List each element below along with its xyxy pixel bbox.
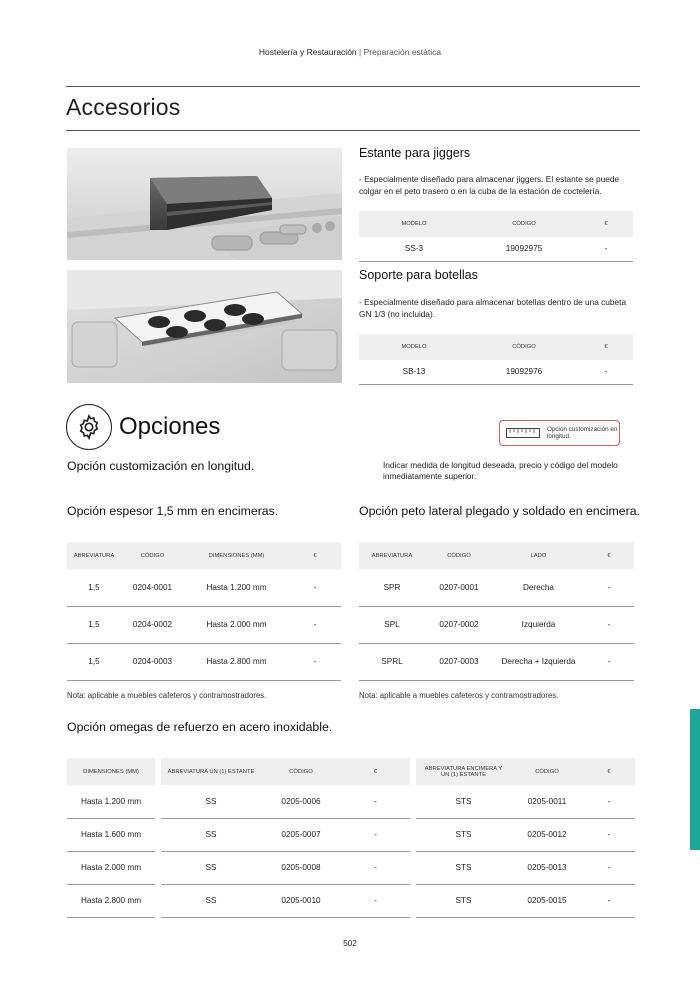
jigger-shelf-photo xyxy=(67,148,342,260)
side-panel-table xyxy=(359,542,634,681)
table-row xyxy=(67,818,635,851)
code-cell: 0207-0001 xyxy=(425,569,493,606)
table-row xyxy=(359,237,633,261)
omegas-table xyxy=(67,758,635,918)
price-cell: - xyxy=(289,606,341,643)
code-cell: 19092975 xyxy=(469,237,579,261)
jigger-shelf-table xyxy=(359,211,633,262)
col-header-codigo: CÓDIGO xyxy=(425,542,493,569)
table-row xyxy=(67,884,635,917)
price-cell: - xyxy=(341,851,413,884)
side-panel-title: Opción peto lateral plegado y soldado en encimera. xyxy=(359,504,640,518)
col-header-abreviatura-encimera: ABREVIATURA ENCIMERA Y UN (1) ESTANTE xyxy=(413,758,511,785)
price-cell: - xyxy=(584,643,634,680)
col-header-codigo-2: CÓDIGO xyxy=(511,758,583,785)
page-title: Accesorios xyxy=(66,94,181,120)
price-cell: - xyxy=(341,818,413,851)
price-cell: - xyxy=(584,569,634,606)
code-cell-2: 0205-0012 xyxy=(511,818,583,851)
abbr-cell: SPRL xyxy=(359,643,425,680)
table-row xyxy=(359,606,634,643)
code-cell: 0205-0007 xyxy=(261,818,341,851)
code-cell: 0207-0002 xyxy=(425,606,493,643)
jigger-shelf-title: Estante para jiggers xyxy=(359,146,471,160)
code-cell: 0204-0002 xyxy=(121,606,184,643)
abbr-cell-2: STS xyxy=(413,818,511,851)
side-cell: Izquierda xyxy=(493,606,584,643)
header-section: Hostelería y Restauración xyxy=(258,47,357,57)
abbr-cell-2: STS xyxy=(413,884,511,917)
col-header-codigo: CÓDIGO xyxy=(121,542,184,569)
table-row xyxy=(67,643,341,680)
title-rule xyxy=(66,130,640,131)
code-cell: 0207-0003 xyxy=(425,643,493,680)
header-rule xyxy=(66,86,640,87)
code-cell-2: 0205-0015 xyxy=(511,884,583,917)
col-header-price: € xyxy=(584,542,634,569)
customization-title: Opción customización en longitud. xyxy=(67,459,255,473)
col-header-price: € xyxy=(579,211,633,237)
omegas-title: Opción omegas de refuerzo en acero inoxidable. xyxy=(67,720,333,734)
price-cell: - xyxy=(341,785,413,818)
col-header-abreviatura: ABREVIATURA xyxy=(67,542,121,569)
jigger-shelf-description: - Especialmente diseñado para almacenar jiggers. El estante se puede colgar en el peto trasero o en la cuba de la estación de coctelería. xyxy=(359,174,620,196)
bottle-holder-table xyxy=(359,334,633,385)
abbr-cell-2: STS xyxy=(413,785,511,818)
abbr-cell: SS xyxy=(158,884,261,917)
price-cell-2: - xyxy=(583,818,635,851)
table-row xyxy=(67,569,341,606)
abbr-cell-2: STS xyxy=(413,851,511,884)
code-cell: 19092976 xyxy=(469,360,579,384)
col-header-price: € xyxy=(289,542,341,569)
col-header-abreviatura-estante: ABREVIATURA UN (1) ESTANTE xyxy=(158,758,261,785)
abbr-cell: SS xyxy=(158,851,261,884)
price-cell-2: - xyxy=(583,851,635,884)
price-cell: - xyxy=(584,606,634,643)
table-row xyxy=(67,851,635,884)
col-header-codigo: CÓDIGO xyxy=(469,334,579,360)
dimension-cell: Hasta 2.800 mm xyxy=(184,643,289,680)
dimension-cell: Hasta 2.800 mm xyxy=(67,884,158,917)
abbr-cell: SPR xyxy=(359,569,425,606)
dimension-cell: Hasta 1.200 mm xyxy=(67,785,158,818)
page-number: 502 xyxy=(343,939,357,948)
price-cell: - xyxy=(341,884,413,917)
price-cell: - xyxy=(579,360,633,384)
options-title: Opciones xyxy=(119,413,221,440)
thickness-title: Opción espesor 1,5 mm en encimeras. xyxy=(67,504,279,518)
col-header-codigo: CÓDIGO xyxy=(261,758,341,785)
thickness-table xyxy=(67,542,341,681)
col-header-price: € xyxy=(579,334,633,360)
price-cell-2: - xyxy=(583,884,635,917)
abbr-cell: 1,5 xyxy=(67,569,121,606)
abbr-cell: SS xyxy=(158,785,261,818)
price-cell-2: - xyxy=(583,785,635,818)
abbr-cell: 1,5 xyxy=(67,606,121,643)
col-header-dimensiones: DIMENSIONES (MM) xyxy=(67,758,158,785)
dimension-cell: Hasta 1.200 mm xyxy=(184,569,289,606)
model-cell: SB-13 xyxy=(359,360,469,384)
abbr-cell: SPL xyxy=(359,606,425,643)
length-customization-badge xyxy=(499,420,620,446)
model-cell: SS-3 xyxy=(359,237,469,261)
dimension-cell: Hasta 2.000 mm xyxy=(184,606,289,643)
code-cell: 0205-0006 xyxy=(261,785,341,818)
col-header-codigo: CÓDIGO xyxy=(469,211,579,237)
side-cell: Derecha xyxy=(493,569,584,606)
abbr-cell: SS xyxy=(158,818,261,851)
code-cell-2: 0205-0013 xyxy=(511,851,583,884)
table-row xyxy=(359,643,634,680)
table-row xyxy=(359,360,633,384)
code-cell: 0205-0010 xyxy=(261,884,341,917)
side-panel-note: Nota: aplicable a muebles cafeteros y contramostradores. xyxy=(359,691,559,700)
bottle-holder-photo xyxy=(67,270,342,383)
table-row xyxy=(67,785,635,818)
badge-label: Opción customización en longitud. xyxy=(547,426,618,440)
side-cell: Derecha + Izquierda xyxy=(493,643,584,680)
customization-text: Indicar medida de longitud deseada, precio y código del modelo inmediatamente superior. xyxy=(383,460,618,481)
col-header-price: € xyxy=(341,758,413,785)
thickness-note: Nota: aplicable a muebles cafeteros y contramostradores. xyxy=(67,691,267,700)
col-header-dimensiones: DIMENSIONES (MM) xyxy=(184,542,289,569)
header-subsection: Preparación estática xyxy=(363,47,442,57)
code-cell-2: 0205-0011 xyxy=(511,785,583,818)
price-cell: - xyxy=(289,643,341,680)
dimension-cell: Hasta 1.600 mm xyxy=(67,818,158,851)
col-header-lado: LADO xyxy=(493,542,584,569)
price-cell: - xyxy=(289,569,341,606)
bottle-holder-title: Soporte para botellas xyxy=(359,268,478,282)
abbr-cell: 1,5 xyxy=(67,643,121,680)
col-header-abreviatura: ABREVIATURA xyxy=(359,542,425,569)
dimension-cell: Hasta 2.000 mm xyxy=(67,851,158,884)
price-cell: - xyxy=(579,237,633,261)
code-cell: 0204-0003 xyxy=(121,643,184,680)
code-cell: 0205-0008 xyxy=(261,851,341,884)
section-side-tab xyxy=(690,709,700,850)
running-header xyxy=(0,47,700,57)
col-header-price-2: € xyxy=(583,758,635,785)
table-row xyxy=(359,569,634,606)
table-row xyxy=(67,606,341,643)
bottle-holder-description: - Especialmente diseñado para almacenar botellas dentro de una cubeta GN 1/3 (no incluida). xyxy=(359,297,627,319)
code-cell: 0204-0001 xyxy=(121,569,184,606)
ruler-icon xyxy=(506,428,540,438)
gear-icon xyxy=(66,404,112,450)
col-header-modelo: MODELO xyxy=(359,211,469,237)
col-header-modelo: MODELO xyxy=(359,334,469,360)
header-separator: | xyxy=(359,47,362,57)
